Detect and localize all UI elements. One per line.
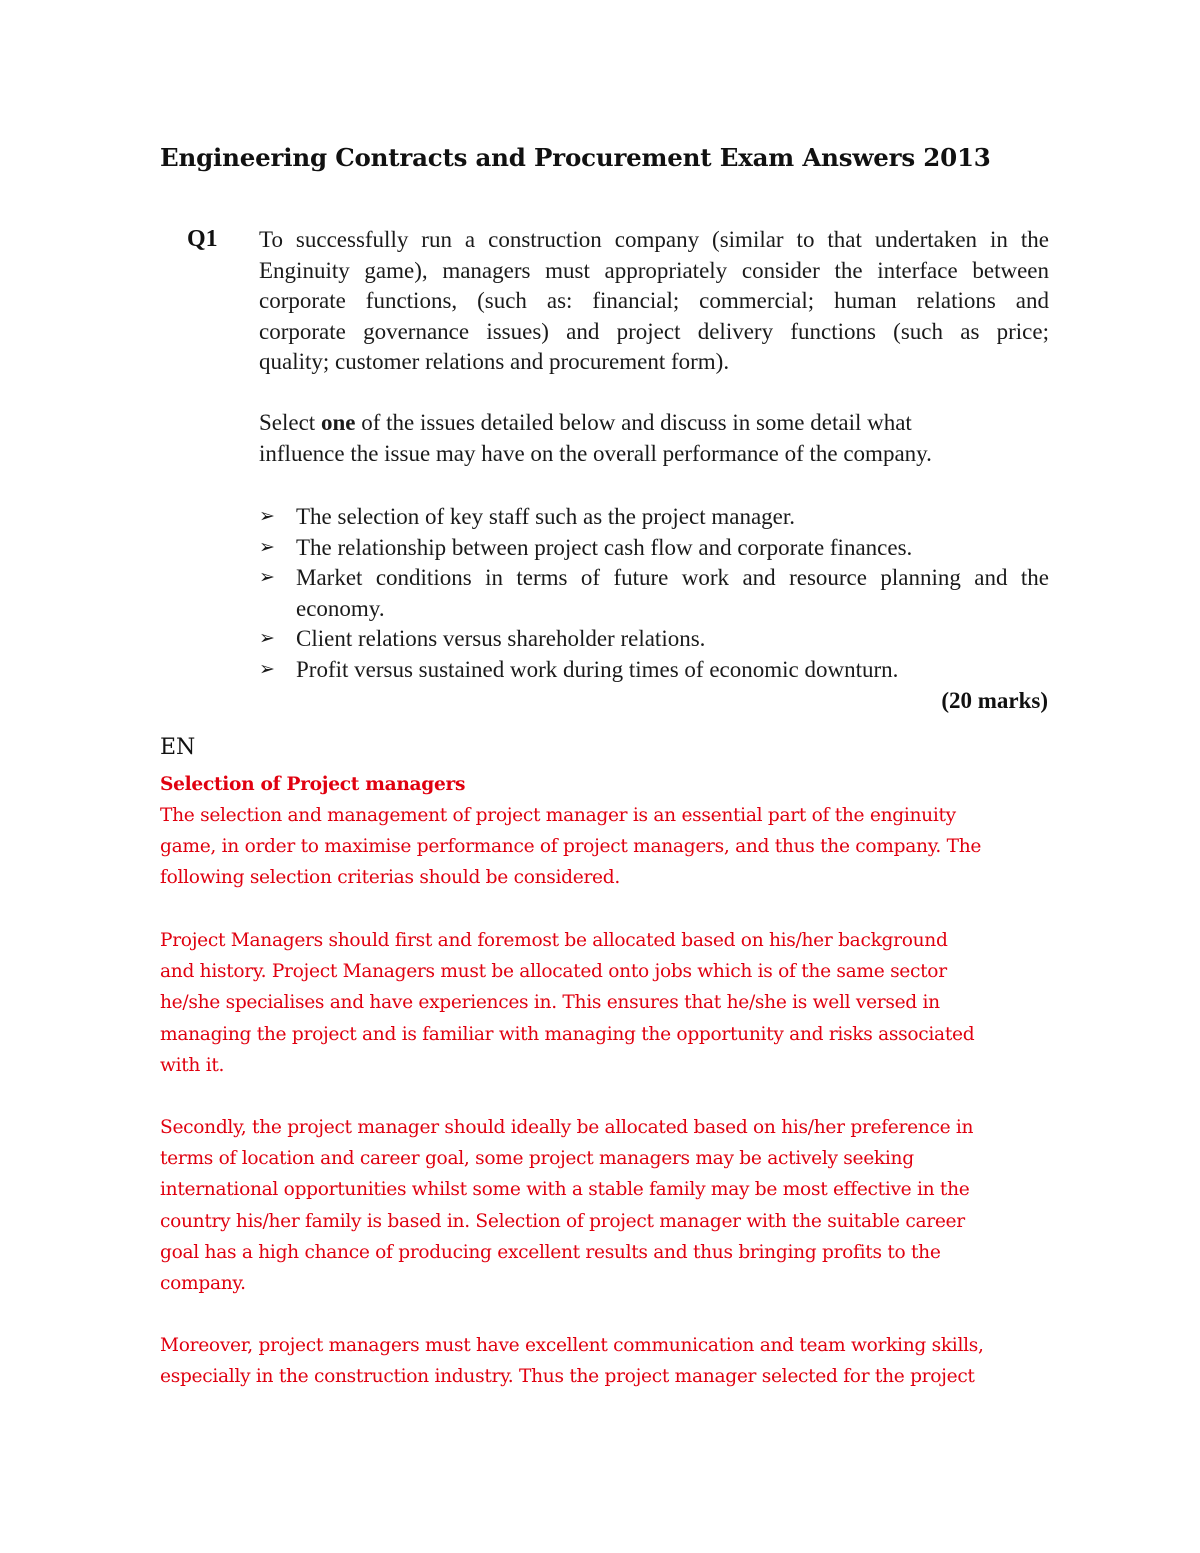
answer-line: and history. Project Managers must be allocated onto jobs which is of the same sector: [160, 961, 947, 983]
question-label: Q1: [187, 226, 218, 252]
author-tag: EN: [160, 735, 196, 760]
document-title: Engineering Contracts and Procurement Exam Answers 2013: [160, 143, 991, 172]
answer-line: Project Managers should first and foremost be allocated based on his/her background: [160, 930, 948, 951]
question-intro-line: Enginuity game), managers must appropriately consider the interface between: [259, 257, 1049, 283]
answer-line: The selection and management of project manager is an essential part of the enginuity: [160, 805, 956, 826]
question-intro-line: corporate functions, (such as: financial; commercial; human relations and: [259, 288, 1049, 313]
list-item: [259, 655, 1049, 686]
issue-text: The relationship between project cash flow and corporate finances.: [296, 534, 913, 560]
answer-line: Moreover, project managers must have excellent communication and team working skills,: [160, 1335, 984, 1356]
answer-line: company.: [160, 1273, 246, 1295]
question-instruction-line: influence the issue may have on the overall performance of the company.: [259, 440, 932, 466]
question-intro-line: To successfully run a construction company (similar to that undertaken in the: [259, 227, 1049, 252]
answer-heading: Selection of Project managers: [160, 774, 466, 795]
question-intro: [259, 225, 1049, 378]
answer-line: especially in the construction industry. Thus the project manager selected for the project: [160, 1366, 975, 1388]
answer-line: following selection criterias should be considered.: [160, 867, 620, 889]
issue-text: Client relations versus shareholder relations.: [296, 626, 706, 651]
question-instruction-line: [259, 408, 1049, 439]
arrow-bullet-icon: ➢: [259, 536, 275, 558]
answer-line: with it.: [160, 1054, 225, 1076]
question-intro-line: corporate governance issues) and project delivery functions (such as price;: [259, 318, 1049, 344]
answer-paragraph: [160, 1112, 1060, 1299]
question-instruction: [259, 408, 1049, 469]
instruction-emphasis: one: [320, 410, 356, 435]
list-item: [259, 624, 1049, 655]
question-intro-line: quality; customer relations and procurement form).: [259, 349, 730, 374]
answer-line: managing the project and is familiar with managing the opportunity and risks associated: [160, 1023, 975, 1045]
answer-line: international opportunities whilst some with a stable family may be most effective in the: [160, 1179, 970, 1201]
answer-line: terms of location and career goal, some project managers may be actively seeking: [160, 1148, 914, 1170]
answer-line: Secondly, the project manager should ideally be allocated based on his/her preference in: [160, 1117, 974, 1138]
arrow-bullet-icon: ➢: [259, 658, 275, 680]
issue-text: Profit versus sustained work during times of economic downturn.: [296, 656, 899, 682]
answer-line: game, in order to maximise performance of project managers, and thus the company. The: [160, 836, 982, 858]
arrow-bullet-icon: ➢: [259, 506, 275, 527]
answer-paragraph: [160, 800, 1060, 894]
issue-text: Market conditions in terms of future work and resource planning and the economy.: [296, 565, 1049, 621]
answer-paragraph: [160, 925, 1060, 1081]
instruction-suffix: of the issues detailed below and discuss in some detail what: [355, 410, 912, 435]
arrow-bullet-icon: ➢: [259, 628, 275, 649]
answer-paragraph: [160, 1330, 1060, 1392]
marks-label: (20 marks): [941, 688, 1048, 713]
issue-text: The selection of key staff such as the project manager.: [296, 504, 796, 529]
instruction-prefix: Select: [259, 410, 321, 435]
answer-line: goal has a high chance of producing excellent results and thus bringing profits to the: [160, 1241, 941, 1263]
issue-list: [259, 502, 1049, 685]
list-item: [259, 563, 1049, 624]
answer-line: country his/her family is based in. Selection of project manager with the suitable career: [160, 1210, 965, 1232]
list-item: [259, 533, 1049, 564]
arrow-bullet-icon: ➢: [259, 567, 275, 588]
list-item: [259, 502, 1049, 533]
answer-line: he/she specialises and have experiences in. This ensures that he/she is well versed in: [160, 992, 940, 1014]
